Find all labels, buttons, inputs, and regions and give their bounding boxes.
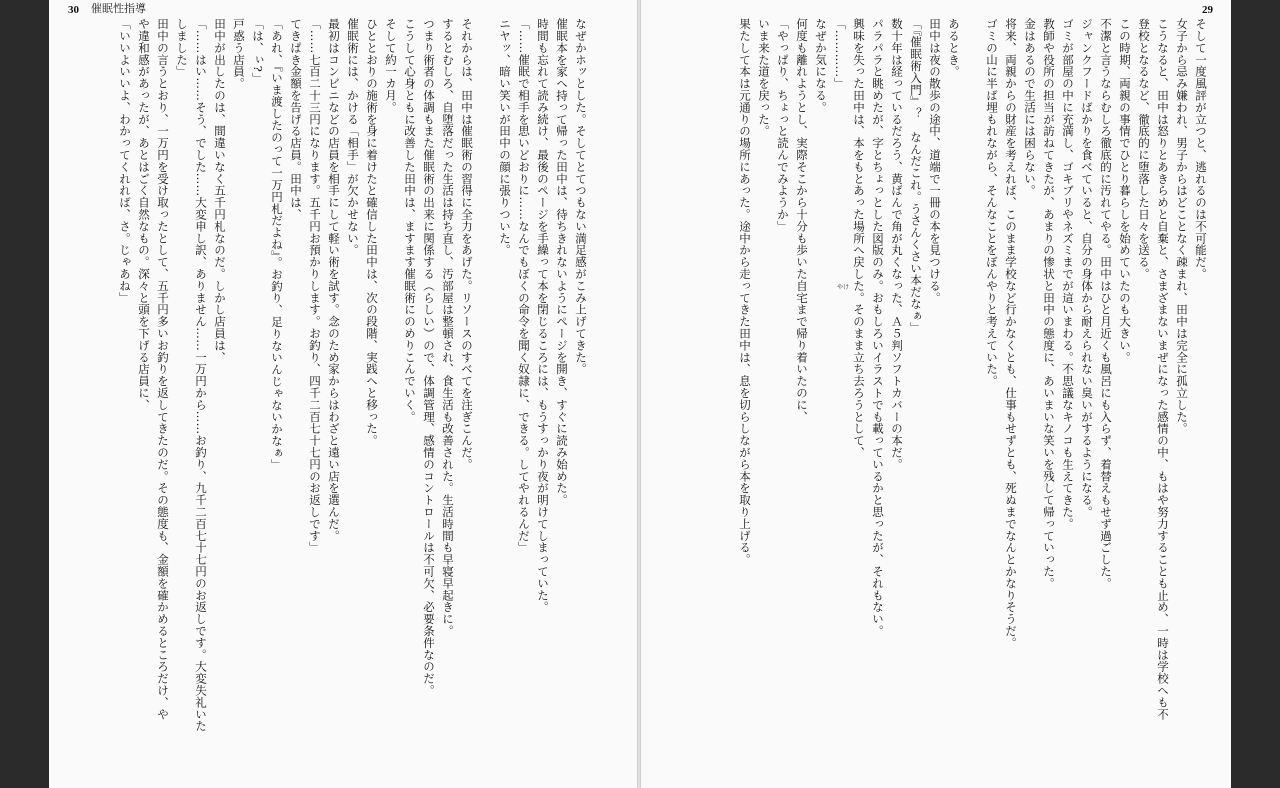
page-number: 29 bbox=[1202, 4, 1213, 16]
right-page bbox=[641, 0, 1231, 788]
text-line: 戸惑う店員。 bbox=[232, 18, 246, 90]
text-line: 登校となるなど、徹底的に堕落した日々を送る。 bbox=[1137, 18, 1151, 280]
text-line: パラパラと眺めたが、字とちょっとした図版のみ。おもしろいイラストでも載っているかと思ったが、それもない。 bbox=[871, 18, 885, 637]
text-line: 催眠術には、かける「相手」が欠かせない。 bbox=[346, 18, 360, 256]
text-line: こうして心身ともに改善した田中は、ますます催眠術にのめりこんでいく。 bbox=[403, 18, 417, 423]
text-line: 何度も離れようとし、実際そこから十分も歩いた自宅まで帰り着いたのに、 bbox=[795, 18, 809, 423]
text-line: 最初はコンビニなどの店員を相手にして軽い術を試す。念のため家からはわざと遠い店を選んだ。 bbox=[327, 18, 341, 542]
text-line bbox=[476, 18, 495, 788]
text-line: 「『催眠術入門』？ なんだこれ。うさんくさい本だなぁ」 bbox=[909, 18, 923, 334]
text-line: つまり術者の体調もまた催眠術の出来に関係する（らしい）ので、体調管理、感情のコントロールは不可欠、必要条件なのだ。 bbox=[422, 18, 436, 697]
text-line: 将来、両親からの財産を考えれば、このまま学校など行かなくとも、仕事もせずとも、死ぬまでなんとかなりそうだ。 bbox=[1004, 18, 1018, 649]
text-line: ゴミが部屋の中に充満し、ゴキブリやネズミまでが這いまわる。不思議なキノコも生えてきた。 bbox=[1061, 18, 1075, 530]
text-line: あるとき。 bbox=[947, 18, 961, 78]
text-line: 「は、ぃ?」 bbox=[251, 18, 265, 85]
text-line: 「…………」 bbox=[833, 18, 847, 90]
text-line: 教師や役所の担当が訪ねてきたが、あまりの惨状と田中の態度に、あいまいな笑いを残して帰っていった。 bbox=[1042, 18, 1056, 590]
text-line: 「やっぱり、ちょっと読んでみようか」 bbox=[776, 18, 790, 233]
furigana-ruby: やけ bbox=[837, 284, 850, 291]
text-line: そして一度風評が立つと、逃れるのは不可能だ。 bbox=[1194, 18, 1208, 280]
text-line: しました」 bbox=[175, 18, 189, 78]
text-line: 「あれ、『いま渡したのって一万円札だよね』。お釣り、足りないんじゃないかなぁ」 bbox=[270, 18, 284, 471]
right-page-body bbox=[735, 18, 1210, 788]
page-number: 30 bbox=[68, 4, 79, 16]
text-line: なぜかホッとした。そしてとてつもない満足感がこみ上げてきた。 bbox=[574, 18, 588, 375]
text-line: ジャンクフードばかりを食べていると、自分の身体から耐えられない臭いがするようになる。 bbox=[1080, 18, 1094, 518]
running-head: 催眠性指導 bbox=[91, 2, 146, 15]
text-line: ゴミの山に半ば埋もれながら、そんなことをぼんやりと考えていた。 bbox=[985, 18, 999, 387]
text-line: 催眠本を家へ持って帰った田中は、待ちきれないようにページを開き、すぐに読み始めた。 bbox=[555, 18, 569, 506]
text-line: 「……はい……そう、でした……大変申し訳、ありません……一万円から……お釣り、九千二百七十七円のお返しです。大変失礼いた bbox=[194, 18, 208, 732]
text-line: 不潔と言うならむしろ徹底的に汚れてやる。田中はひと月近くも風呂にも入らず、着替えもせず過ごした。 bbox=[1099, 18, 1113, 590]
text-line: この時期、両親の事情でひとり暮らしを始めていたのも大きい。 bbox=[1118, 18, 1132, 364]
text-line: なぜか気になる。 bbox=[814, 18, 828, 114]
text-line: 「……七百二十三円になります。五千円お預かりします。お釣り、四千二百七十七円のお返しです」 bbox=[308, 18, 322, 554]
text-line: 興味を失った田中は、本をもとあった場所へ戻した。そのまま立ち去ろうとして、 bbox=[852, 18, 866, 459]
text-line: てきぱき金額を告げる店員。田中は、 bbox=[289, 18, 303, 221]
text-line: こうなると、田中は怒りとあきらめと自棄と、さまざまないまぜになった感情の中、もはや努力することも止め、一時は学校へも不 bbox=[1156, 18, 1170, 721]
text-line: 「……催眠で相手を思いどおりに……なんでもぼくの命令を聞く奴隷に、できる。してやれるんだ」 bbox=[517, 18, 531, 554]
text-line: や違和感があったが、あとはごく自然なもの。深々と頭を下げる店員に、 bbox=[137, 18, 151, 411]
text-line: 数十年は経っているだろう、黄ばんで角が丸くなった、Ａ５判ソフトカバーの本だ。 bbox=[890, 18, 904, 471]
left-page bbox=[49, 0, 637, 788]
text-line: 田中の言うとおり、一万円を受け取ったとして、五千円多いお釣りを返してきたのだ。その態度も、金額を確かめるところだけ、や bbox=[156, 18, 170, 721]
text-line: そして約一カ月。 bbox=[384, 18, 398, 114]
left-page-body bbox=[115, 18, 590, 788]
text-line: ひととおりの施術を身に着けたと確信した田中は、次の段階、実践へと移った。 bbox=[365, 18, 379, 447]
text-line: ニヤッ、暗い笑いが田中の顔に張りついた。 bbox=[498, 18, 512, 256]
text-line: 「いいよいいよ、わかってくれれば、さ。じゃあね」 bbox=[118, 18, 132, 304]
text-line: するとむしろ、自堕落だった生活は持ち直し、汚部屋は整頓され、食生活も改善された。生活時間も早寝早起きに。 bbox=[441, 18, 455, 637]
text-line: 田中が出したのは、間違いなく五千円札なのだ。しかし店員は、 bbox=[213, 18, 227, 364]
text-line: 金はあるので生活には困らない。 bbox=[1023, 18, 1037, 197]
text-line: 女子から忌み嫌われ、男子からはどことなく疎まれ、田中は完全に孤立した。 bbox=[1175, 18, 1189, 435]
text-line: 時間も忘れて読み続け、最後のページを手繰って本を閉じるころには、もうすっかり夜が明けてしまっていた。 bbox=[536, 18, 550, 613]
text-line: それからは、田中は催眠術の習得に全力をあげた。リソースのすべてを注ぎこんだ。 bbox=[460, 18, 474, 471]
text-line: いま来た道を戻った。 bbox=[757, 18, 771, 137]
text-line: 田中は夜の散歩の途中、道端で一冊の本を見つける。 bbox=[928, 18, 942, 304]
text-line: 果たして本は元通りの場所にあった。途中から走ってきた田中は、息を切らしながら本を取り上げる。 bbox=[738, 18, 752, 566]
text-line bbox=[963, 18, 982, 788]
